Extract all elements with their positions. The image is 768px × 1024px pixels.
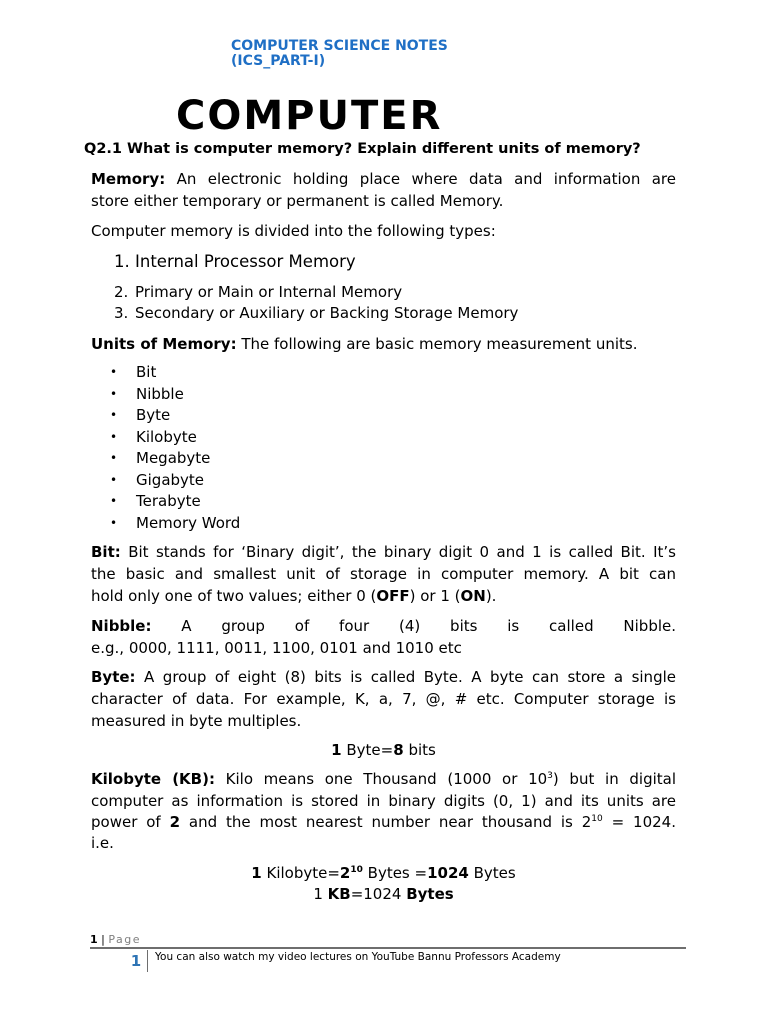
eq-part: 1 bbox=[313, 885, 328, 903]
memory-text1: An electronic holding place where data and information are bbox=[165, 170, 676, 188]
byte-def-line1 bbox=[91, 666, 676, 688]
memory-term: Memory: bbox=[91, 170, 166, 188]
bullet-icon: • bbox=[110, 451, 118, 465]
bullet-icon: • bbox=[110, 429, 118, 444]
bit-term: Bit: bbox=[91, 543, 121, 561]
bullet-icon: • bbox=[110, 515, 118, 530]
list-number: 1. bbox=[114, 252, 130, 271]
header-title: COMPUTER SCIENCE NOTES bbox=[231, 38, 448, 54]
footer-divider bbox=[90, 947, 686, 949]
bullet-list bbox=[110, 362, 240, 534]
kb-def-line2: computer as information is stored in binary digits (0, 1) and its units are bbox=[91, 792, 676, 810]
kb-text3a: power of bbox=[91, 813, 170, 831]
bullet-icon: • bbox=[110, 494, 118, 508]
footer-box bbox=[125, 950, 686, 972]
byte-def-line3: measured in byte multiples. bbox=[91, 712, 302, 730]
list-label: Internal Processor Memory bbox=[135, 252, 356, 271]
list-number: 3. bbox=[114, 304, 129, 322]
list-item bbox=[114, 251, 356, 272]
kb-sup1: 3 bbox=[547, 771, 553, 781]
list-item bbox=[114, 282, 402, 303]
list-item bbox=[114, 303, 518, 324]
bit-text3a: hold only one of two values; either 0 ( bbox=[91, 587, 377, 605]
bullet-icon: • bbox=[110, 408, 118, 422]
list-item bbox=[110, 491, 240, 513]
unit-label: Terabyte bbox=[136, 492, 201, 510]
list-item bbox=[110, 427, 240, 449]
eq-part: 8 bbox=[393, 741, 404, 759]
footer-text: You can also watch my video lectures on YouTube Bannu Professors Academy bbox=[155, 951, 561, 963]
page-word: Page bbox=[108, 933, 141, 946]
types-intro: Computer memory is divided into the following types: bbox=[91, 222, 496, 240]
kb-def-line1 bbox=[91, 768, 676, 790]
on-label: ON bbox=[460, 587, 486, 605]
units-term: Units of Memory: bbox=[91, 335, 237, 353]
bit-text1: Bit stands for ‘Binary digit’, the binary digit 0 and 1 is called Bit. It’s bbox=[120, 543, 676, 561]
eq-part: 2 bbox=[339, 864, 351, 882]
unit-label: Bit bbox=[136, 363, 157, 381]
units-text: The following are basic memory measurement units. bbox=[236, 335, 638, 353]
unit-label: Megabyte bbox=[136, 449, 211, 467]
kb-text3c: = 1024. bbox=[602, 813, 676, 831]
kb-text1a: Kilo means one Thousand (1000 or 10 bbox=[214, 770, 548, 788]
page-number bbox=[90, 933, 141, 946]
bit-text3b: ) or 1 ( bbox=[409, 587, 461, 605]
byte-equation bbox=[91, 739, 676, 761]
units-intro bbox=[91, 333, 676, 355]
nibble-def-line2: e.g., 0000, 1111, 0011, 1100, 0101 and 1010 etc bbox=[91, 639, 462, 657]
kb-equation-2 bbox=[91, 883, 676, 905]
unit-label: Gigabyte bbox=[136, 470, 205, 489]
memory-def-line1 bbox=[91, 168, 676, 190]
eq-part: bits bbox=[403, 741, 436, 759]
page-title-wrap bbox=[160, 88, 580, 132]
bit-def-line3 bbox=[91, 585, 676, 607]
unit-label: Kilobyte bbox=[136, 427, 197, 446]
eq-part: KB bbox=[327, 885, 351, 903]
nibble-def-line1 bbox=[91, 615, 676, 637]
footer-page-number: 1 bbox=[125, 950, 148, 972]
nibble-text1: A group of four (4) bits is called Nibble. bbox=[151, 617, 676, 635]
nibble-term: Nibble: bbox=[91, 617, 152, 635]
list-item bbox=[110, 362, 240, 384]
kb-term: Kilobyte (KB): bbox=[91, 770, 215, 788]
eq-part: 1 bbox=[251, 864, 262, 882]
bullet-icon: • bbox=[110, 386, 118, 401]
list-item bbox=[110, 470, 240, 492]
question-heading: Q2.1 What is computer memory? Explain different units of memory? bbox=[84, 141, 641, 157]
list-label: Primary or Main or Internal Memory bbox=[135, 283, 403, 301]
byte-def-line2: character of data. For example, K, a, 7, @, # etc. Computer storage is bbox=[91, 690, 676, 708]
memory-def-line2: store either temporary or permanent is called Memory. bbox=[91, 192, 504, 210]
kb-sup3: 10 bbox=[591, 814, 603, 824]
list-number: 2. bbox=[114, 283, 129, 301]
header-subtitle: (ICS_PART-I) bbox=[231, 53, 326, 69]
kb-text3bold: 2 bbox=[169, 813, 181, 831]
bit-def-line1 bbox=[91, 541, 676, 563]
eq-part: Byte= bbox=[341, 741, 394, 759]
byte-text1: A group of eight (8) bits is called Byte. A byte can store a single bbox=[135, 668, 676, 686]
bullet-icon: • bbox=[110, 365, 118, 379]
kb-def-line4: i.e. bbox=[91, 834, 114, 852]
bullet-icon: • bbox=[110, 472, 118, 487]
eq-part: Bytes = bbox=[362, 864, 428, 882]
unit-label: Byte bbox=[136, 406, 171, 424]
eq-part: Kilobyte= bbox=[261, 864, 340, 882]
eq-sup: 10 bbox=[350, 865, 363, 875]
page-title: COMPUTER bbox=[176, 93, 443, 132]
list-item bbox=[110, 384, 240, 406]
eq-part: Bytes bbox=[468, 864, 516, 882]
bit-def-line2: the basic and smallest unit of storage in computer memory. A bit can bbox=[91, 565, 676, 583]
kb-def-line3 bbox=[91, 811, 676, 833]
list-label: Secondary or Auxiliary or Backing Storage Memory bbox=[135, 304, 519, 322]
eq-part: Bytes bbox=[406, 885, 454, 903]
eq-part: =1024 bbox=[350, 885, 407, 903]
eq-part: 1 bbox=[331, 741, 342, 759]
kb-text3b: and the most nearest number near thousand is 2 bbox=[180, 813, 592, 831]
page-num-value: 1 bbox=[90, 933, 98, 946]
list-item bbox=[110, 405, 240, 427]
unit-label: Nibble bbox=[136, 384, 184, 403]
list-item bbox=[110, 513, 240, 535]
kb-text1b: ) but in digital bbox=[552, 770, 676, 788]
off-label: OFF bbox=[376, 587, 410, 605]
bit-text3c: ). bbox=[485, 587, 497, 605]
list-item bbox=[110, 448, 240, 470]
byte-term: Byte: bbox=[91, 668, 136, 686]
page-sep: | bbox=[97, 933, 109, 946]
unit-label: Memory Word bbox=[136, 513, 241, 532]
eq-part: 1024 bbox=[427, 864, 469, 882]
kb-equation-1 bbox=[91, 862, 676, 884]
